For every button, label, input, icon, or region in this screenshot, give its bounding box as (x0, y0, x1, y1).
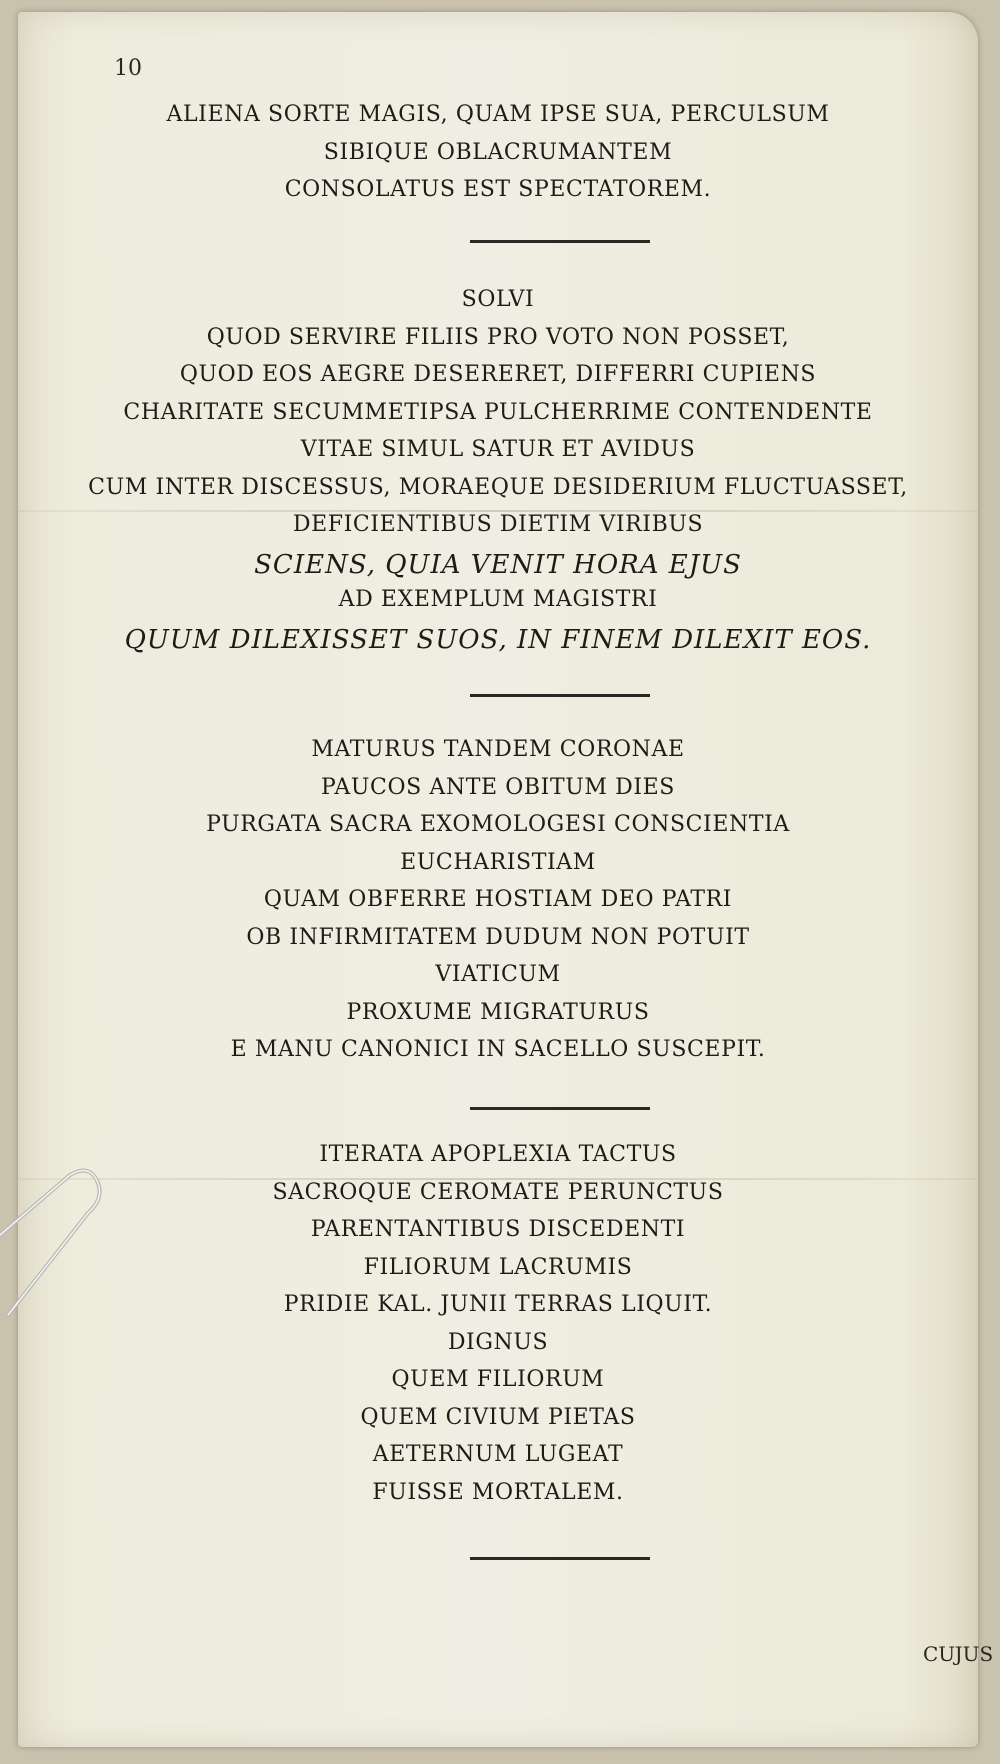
text-line: PARENTANTIBUS DISCEDENTI (310, 1217, 686, 1242)
text-line: AD EXEMPLUM MAGISTRI (338, 587, 658, 612)
text-line: VITAE SIMUL SATUR ET AVIDUS (300, 437, 696, 462)
text-line: CHARITATE SECUMMETIPSA PULCHERRIME CONTENDENTE (123, 399, 873, 425)
text-line: SCIENS, QUIA VENIT HORA EJUS (254, 549, 742, 580)
text-line: PAUCOS ANTE OBITUM DIES (321, 774, 675, 800)
text-line: SACROQUE CEROMATE PERUNCTUS (272, 1179, 724, 1205)
text-line: DEFICIENTIBUS DIETIM VIRIBUS (292, 512, 704, 537)
text-line: EUCHARISTIAM (400, 849, 596, 875)
text-line: QUAM OBFERRE HOSTIAM DEO PATRI (263, 887, 733, 912)
text-line: ITERATA APOPLEXIA TACTUS (319, 1142, 677, 1167)
page-number: 10 (114, 56, 142, 81)
text-line: SIBIQUE OBLACRUMANTEM (323, 139, 673, 165)
text-line: DIGNUS (447, 1329, 549, 1355)
text-line: ALIENA SORTE MAGIS, QUAM IPSE SUA, PERCULSUM (166, 102, 830, 127)
text-line: QUEM FILIORUM (391, 1367, 605, 1392)
section-divider (470, 694, 650, 697)
section-divider (470, 1557, 650, 1560)
text-line: QUOD SERVIRE FILIIS PRO VOTO NON POSSET, (206, 324, 790, 350)
text-line: QUEM CIVIUM PIETAS (360, 1404, 636, 1430)
text-line: VIATICUM (435, 962, 561, 987)
book-page (18, 12, 994, 1747)
text-line: CONSOLATUS EST SPECTATOREM. (284, 177, 712, 202)
text-line: AETERNUM LUGEAT (372, 1442, 624, 1467)
section-divider (470, 240, 650, 243)
text-line: FILIORUM LACRUMIS (363, 1254, 633, 1280)
text-line: PROXUME MIGRATURUS (346, 999, 650, 1025)
text-line: E MANU CANONICI IN SACELLO SUSCEPIT. (230, 1037, 766, 1062)
text-line: CUM INTER DISCESSUS, MORAEQUE DESIDERIUM FLUCTUASSET, (88, 474, 908, 500)
text-line: FUISSE MORTALEM. (372, 1479, 624, 1505)
text-line: PURGATA SACRA EXOMOLOGESI CONSCIENTIA (206, 812, 790, 837)
paper-clip (0, 1165, 110, 1335)
text-line: QUUM DILEXISSET SUOS, IN FINEM DILEXIT EOS. (124, 624, 872, 655)
text-line: MATURUS TANDEM CORONAE (311, 737, 685, 762)
catchword: CUJUS (923, 1642, 994, 1666)
text-line: OB INFIRMITATEM DUDUM NON POTUIT (246, 924, 750, 950)
text-line: SOLVI (461, 287, 535, 312)
text-line: PRIDIE KAL. JUNII TERRAS LIQUIT. (283, 1292, 713, 1317)
section-divider (470, 1107, 650, 1110)
text-line: QUOD EOS AEGRE DESERERET, DIFFERRI CUPIENS (179, 362, 817, 387)
